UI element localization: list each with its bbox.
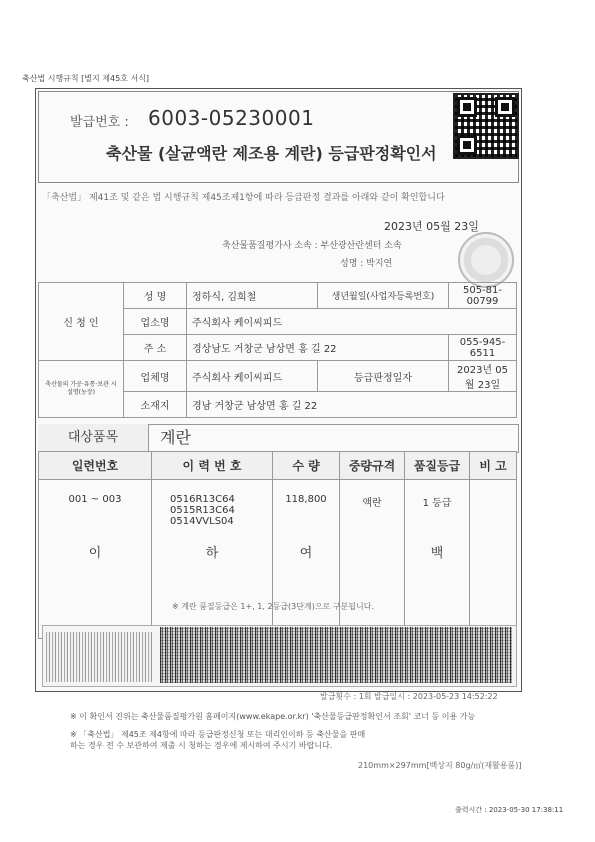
birth-label: 생년월일(사업자등록번호) (318, 283, 449, 309)
address-value: 경상남도 거창군 남상면 홍 길 22 (187, 335, 449, 361)
form-number: 축산법 시행규칙 [별지 제45호 서식] (22, 74, 150, 83)
col-history: 이 력 번 호 (152, 452, 273, 480)
history-number: 0516R13C64 (170, 494, 235, 505)
history-number: 0514VVLS04 (170, 516, 234, 527)
applicant-table (38, 282, 517, 418)
name-label: 성 명 (124, 283, 187, 309)
barcode-icon (46, 632, 152, 682)
signer: 성명 : 박지연 (340, 259, 393, 269)
footnote: ※ 이 확인서 진위는 축산물품질평가원 홈페이지(www.ekape.or.kr) '축산물등급판정확인서 조회' 코너 등 이용 가능 (70, 712, 476, 721)
legal-statement: 「축산법」 제41조 및 같은 법 시행규칙 제45조제1항에 따라 등급판정 결과를 아래와 같이 확인합니다 (42, 193, 445, 203)
facility-name-value: 주식회사 케이씨피드 (187, 361, 318, 392)
company-label: 업소명 (124, 309, 187, 335)
note-cell (470, 480, 517, 542)
document-title: 축산물 (살균액란 제조용 계란) 등급판정확인서 (106, 144, 437, 163)
security-pattern-icon (160, 627, 512, 683)
qr-code-icon (453, 93, 519, 159)
issue-date: 2023년 05월 23일 (384, 220, 479, 233)
print-info: 발급횟수 : 1회 발급일시 : 2023-05-23 14:52:22 (320, 692, 498, 701)
output-time: 출력시간 : 2023-05-30 17:38:11 (455, 806, 564, 814)
grade-cell: 1 등급 (405, 480, 470, 542)
product-value: 계란 (160, 428, 191, 447)
blank-marker: 백 (405, 541, 470, 581)
official-seal-icon (458, 232, 514, 288)
weight-cell: 액란 (340, 480, 405, 542)
header-frame (38, 91, 519, 183)
location-value: 경남 거창군 남상면 홍 길 22 (187, 392, 517, 418)
issuer: 축산물품질평가사 소속 : 부산광산란센터 소속 (222, 241, 402, 251)
facility-section-label: 축산물의 가공·유통·보관 시설명(농장) (39, 361, 124, 418)
grading-date-value: 2023년 05월 23일 (449, 361, 517, 392)
paper-size: 210mm×297mm[백상지 80g/㎡(재활용품)] (358, 761, 522, 770)
col-serial: 일련번호 (39, 452, 152, 480)
blank-marker: 하 (152, 541, 273, 581)
phone-value: 055-945-6511 (449, 335, 517, 361)
col-quantity: 수 량 (273, 452, 340, 480)
footnote: 하는 경우 전 수 보관하여 제출 시 청하는 경우에 제시하여 주시기 바랍니다. (70, 741, 333, 750)
blank-marker-row (39, 541, 517, 581)
blank-marker: 여 (273, 541, 340, 581)
col-grade: 품질등급 (405, 452, 470, 480)
serial-label: 발급번호 : (70, 115, 129, 130)
facility-name-label: 업체명 (124, 361, 187, 392)
applicant-section-label: 신 청 인 (39, 283, 124, 361)
blank-marker: 이 (39, 541, 152, 581)
col-note: 비 고 (470, 452, 517, 480)
footnote: ※ 「축산법」 제45조 제4항에 따라 등급판정신청 또는 대리인이하 등 축산물을 판매 (70, 730, 366, 739)
company-value: 주식회사 케이씨피드 (187, 309, 517, 335)
name-value: 정하식, 김희철 (187, 283, 318, 309)
birth-value: 505-81-00799 (449, 283, 517, 309)
address-label: 주 소 (124, 335, 187, 361)
serial-number: 6003-05230001 (148, 106, 315, 130)
history-cell (152, 480, 273, 542)
history-number: 0515R13C64 (170, 505, 235, 516)
grading-date-label: 등급판정일자 (318, 361, 449, 392)
table-row (39, 480, 517, 542)
quantity-cell: 118,800 (273, 480, 340, 542)
serial-cell: 001 ~ 003 (39, 480, 152, 542)
location-label: 소재지 (124, 392, 187, 418)
grade-note: ※ 계란 품질등급은 1+, 1, 2등급(3단계)으로 구분됩니다. (172, 602, 374, 611)
product-label: 대상품목 (38, 424, 149, 451)
col-weight: 중량규격 (340, 452, 405, 480)
